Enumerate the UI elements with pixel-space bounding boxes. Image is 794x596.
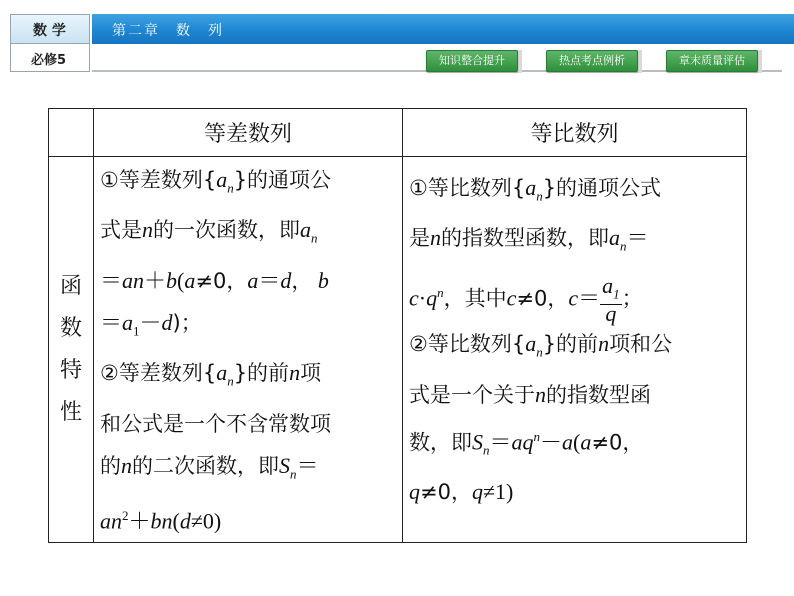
symbol: b [317,267,329,293]
text: ＝ [578,285,601,311]
symbol: n [535,381,546,407]
fraction [600,273,622,326]
text-line [409,217,742,267]
text: ( [172,508,180,534]
symbol: a [300,217,311,243]
edition-label: 必修5 [31,53,67,68]
text: 项 [300,361,322,386]
text: ①等差数列{ [100,168,217,192]
row-label [49,157,94,543]
nav-button-assessment[interactable]: 章末质量评估 [666,50,758,72]
text-line [409,323,742,373]
symbol: c [506,285,517,311]
empty-corner-cell [49,109,94,157]
text: 是 [409,226,430,251]
symbol: n [227,373,234,389]
table-header-row [49,109,747,157]
edition-label-box [11,44,89,71]
text: ≠0， [195,268,248,293]
text: 式是 [100,218,142,243]
text-line [409,167,742,217]
text: ≠0， [516,286,569,311]
symbol: a [609,225,620,251]
symbol: n [290,465,297,481]
text-line [409,268,742,326]
text: }的前 [233,361,290,386]
text-line [100,445,398,495]
text: ＝ [258,267,281,293]
text: ＋ [128,508,151,534]
text: － [540,428,563,454]
text: ≠0) [190,508,222,534]
symbol: 1 [133,323,140,339]
symbol: a [562,428,574,454]
symbol: n [142,217,153,243]
text: ( [177,267,185,293]
arithmetic-properties [94,157,403,543]
row-label-char: 特 [59,357,82,383]
text: ≠1) [482,479,514,505]
text-line [100,403,398,445]
text: )； [172,310,202,335]
symbol: a [216,167,228,192]
text-line [100,352,398,402]
chapter-title: 第二章 数 列 [112,23,224,39]
symbol: q [409,479,420,505]
text: 的 [100,453,121,478]
text-line [100,302,398,352]
text-line [409,374,742,416]
header-geometric: 等比数列 [403,109,747,157]
symbol: a [525,331,537,357]
symbol: n [598,331,610,357]
comparison-table [48,108,747,543]
subject-label: 数 学 [33,23,66,39]
text: ，其中 [443,286,507,311]
text: ①等比数列{ [409,176,526,200]
text: }的通项公 [233,168,332,192]
symbol: b [166,267,178,293]
symbol: c [409,285,419,311]
symbol: bn [150,508,173,534]
nav-button-hotspots[interactable]: 热点考点例析 [546,50,638,72]
text: }的通项公式 [542,176,662,200]
symbol: a [216,360,228,386]
symbol: q [605,300,617,326]
symbol: d [179,508,191,534]
text: 的指数型函数，即 [441,226,609,251]
text-line [409,471,742,513]
row-label-char: 数 [59,315,82,341]
symbol: n [620,238,627,254]
text: ； [621,286,643,311]
symbol: n [121,452,132,478]
symbol: a [580,428,592,454]
symbol: S [472,428,483,454]
text-line [100,209,398,259]
table-row [49,157,747,543]
text: · [418,285,427,311]
text: ＝ [626,225,649,251]
symbol: q [426,285,438,311]
text-line [100,159,398,209]
text: 项和公 [609,332,673,357]
symbol: d [161,309,173,335]
row-label-char: 性 [59,399,82,425]
symbol: c [568,285,579,311]
symbol: aq [511,428,534,454]
text-line [100,260,398,302]
symbol: n [536,188,543,204]
symbol: a [247,267,259,293]
symbol: a [525,175,537,200]
symbol: n [430,225,441,251]
geometric-properties [403,157,747,543]
text: ＝ [100,309,123,335]
text: 的二次函数，即 [132,453,279,478]
subject-label-box [11,15,89,44]
text: ＝ [296,452,319,478]
text: ≠0， [591,429,644,454]
subject-badge [10,14,90,72]
symbol: q [471,479,483,505]
symbol: n [536,344,543,360]
text: ＋ [144,267,167,293]
text: ( [573,428,581,454]
text: ＝ [100,267,123,293]
symbol: n [289,360,301,386]
symbol: n [533,428,541,444]
symbol: n [483,442,490,458]
text: }的前 [542,332,599,357]
symbol: n [311,230,318,246]
symbol: S [279,452,290,478]
text: 的一次函数，即 [153,218,300,243]
text: 和公式是一个不含常数项 [100,411,331,436]
text: 式是一个关于 [409,382,535,407]
text-line [100,495,398,542]
text: － [139,309,162,335]
text: ＝ [489,428,512,454]
text-line [409,416,742,472]
symbol: an [100,508,122,534]
symbol: n [437,284,444,300]
text: ②等比数列{ [409,332,526,357]
symbol: a [122,309,134,335]
text: 的指数型函 [546,382,651,407]
symbol: an [122,267,145,293]
header [0,0,794,76]
text: ≠0， [420,480,472,505]
symbol: 2 [122,507,129,523]
symbol: a [184,267,196,293]
header-arithmetic: 等差数列 [94,109,403,157]
text: ， [291,268,313,293]
symbol: d [280,267,292,293]
symbol: n [227,180,234,196]
row-label-char: 函 [59,273,82,299]
text: ②等差数列{ [100,361,217,386]
nav-button-knowledge[interactable]: 知识整合提升 [426,50,518,72]
text: 数，即 [409,429,472,454]
symbol: 1 [613,286,620,302]
symbol: a [602,273,614,299]
